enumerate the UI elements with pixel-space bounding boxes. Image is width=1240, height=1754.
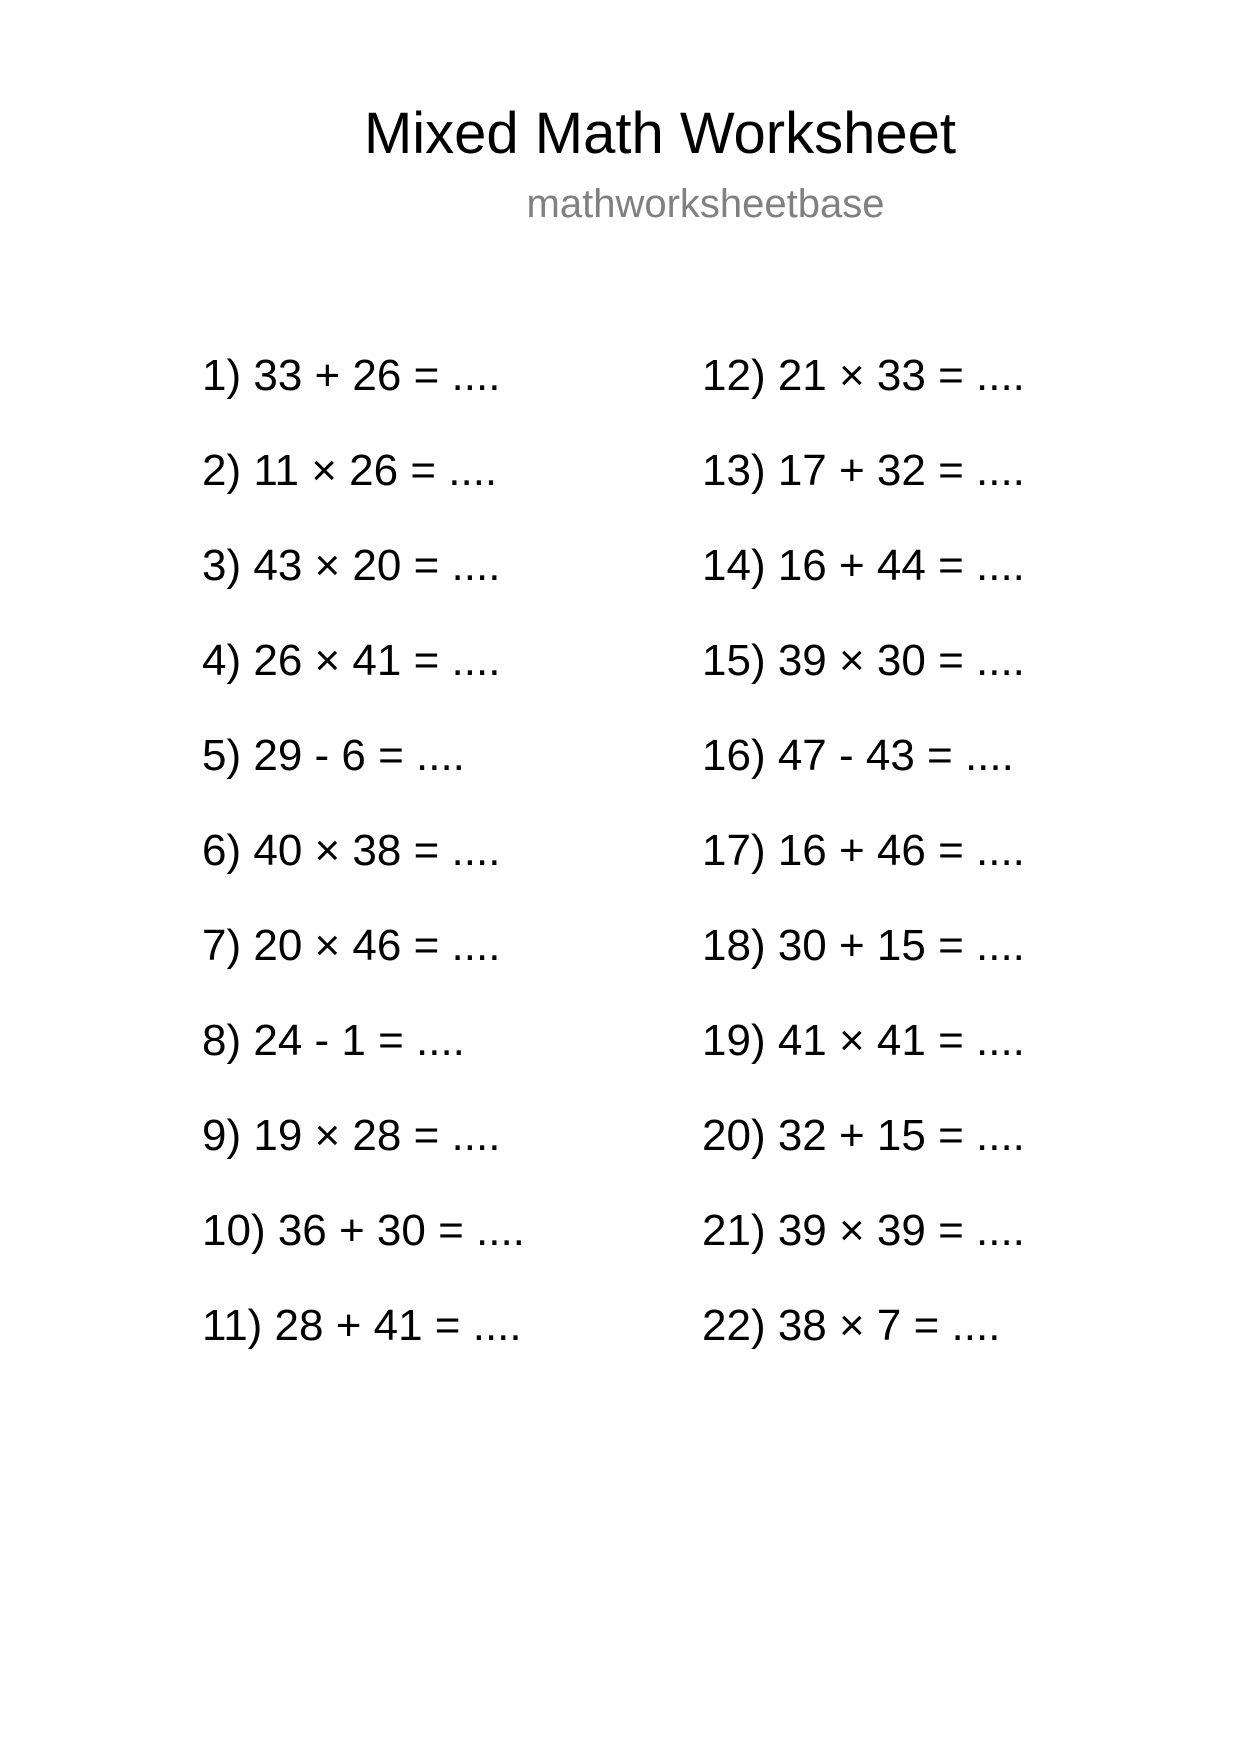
problem-21: 21) 39 × 39 = .... xyxy=(702,1206,1025,1255)
problem-22: 22) 38 × 7 = .... xyxy=(702,1301,1001,1350)
problem-7: 7) 20 × 46 = .... xyxy=(202,921,501,970)
left-problem-column xyxy=(202,345,525,1390)
problem-10: 10) 36 + 30 = .... xyxy=(202,1206,525,1255)
page-title: Mixed Math Worksheet xyxy=(363,101,957,166)
problem-9: 9) 19 × 28 = .... xyxy=(202,1111,501,1160)
problem-19: 19) 41 × 41 = .... xyxy=(702,1016,1025,1065)
problem-15: 15) 39 × 30 = .... xyxy=(702,636,1025,685)
right-problem-column xyxy=(702,345,1025,1390)
problem-13: 13) 17 + 32 = .... xyxy=(702,446,1025,495)
problem-11: 11) 28 + 41 = .... xyxy=(202,1301,522,1350)
problem-4: 4) 26 × 41 = .... xyxy=(202,636,501,685)
problem-3: 3) 43 × 20 = .... xyxy=(202,541,501,590)
problem-2: 2) 11 × 26 = .... xyxy=(202,446,498,495)
site-subtitle: mathworksheetbase xyxy=(526,182,885,226)
problem-1: 1) 33 + 26 = .... xyxy=(202,351,501,400)
problem-12: 12) 21 × 33 = .... xyxy=(702,351,1025,400)
problem-16: 16) 47 - 43 = .... xyxy=(702,731,1014,780)
problem-18: 18) 30 + 15 = .... xyxy=(702,921,1025,970)
problem-8: 8) 24 - 1 = .... xyxy=(202,1016,465,1065)
problem-6: 6) 40 × 38 = .... xyxy=(202,826,501,875)
problem-14: 14) 16 + 44 = .... xyxy=(702,541,1025,590)
problem-20: 20) 32 + 15 = .... xyxy=(702,1111,1025,1160)
problem-5: 5) 29 - 6 = .... xyxy=(202,731,465,780)
problem-17: 17) 16 + 46 = .... xyxy=(702,826,1025,875)
